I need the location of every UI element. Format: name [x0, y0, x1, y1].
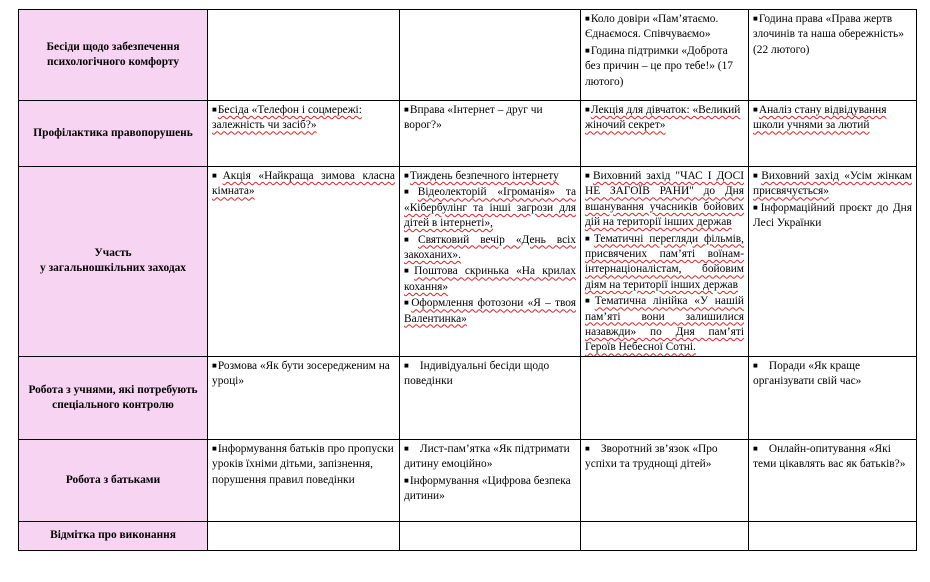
- table-cell: [749, 356, 917, 439]
- bullet-icon: ■: [753, 14, 758, 23]
- table-cell: [400, 439, 581, 521]
- table-row: [19, 10, 917, 101]
- bullet-icon: ■: [212, 443, 217, 453]
- list-item: ■ Онлайн-опитування «Які теми цікавлять вас як батьків?»: [753, 442, 906, 471]
- row-header: Участь у загальношкільних заходах: [19, 167, 208, 357]
- list-item: ■ Поради «Як краще організувати свій час»: [753, 359, 862, 388]
- list-item: ■Година права «Права жертв злочинів та наша обережність» (22 лютого): [753, 13, 904, 56]
- bullet-icon: ■: [753, 443, 758, 453]
- bullet-icon: ■: [585, 45, 590, 55]
- list-item: ■Інформаційний проєкт до Дня Лесі Українки: [753, 201, 912, 230]
- bullet-icon: ■: [404, 105, 409, 114]
- list-item: ■Лекція для дівчаток: «Великий жіночий секрет»: [585, 104, 741, 132]
- table-cell: [749, 101, 917, 167]
- table-cell: [400, 356, 581, 439]
- plan-table: [18, 9, 917, 551]
- table-row: [19, 356, 917, 439]
- table-cell: [208, 521, 400, 550]
- table-cell: [208, 101, 400, 167]
- list-item: ■Виховний захід «Усім жінкам присвячується»: [753, 170, 912, 198]
- list-item: ■Тиждень безпечного інтернету: [404, 170, 559, 182]
- row-header: Робота з учнями, які потребують спеціального контролю: [19, 356, 208, 439]
- table-cell: [208, 167, 400, 357]
- table-cell: [208, 10, 400, 101]
- bullet-icon: ■: [212, 171, 222, 180]
- bullet-icon: ■: [753, 202, 760, 212]
- list-item: ■Коло довіри «Пам’ятаємо. Єднаємося. Співчуваємо»: [585, 13, 719, 41]
- list-item: ■Виховний захід "ЧАС І ДОСІ НЕ ЗАГОЇВ РАНИ" до Дня вшанування учасників бойових дій на території інших держав: [585, 170, 744, 229]
- list-item: ■ Зворотний зв’язок «Про успіхи та труднощі дітей»: [585, 442, 718, 471]
- table-cell: [400, 10, 581, 101]
- row-header: Робота з батьками: [19, 439, 208, 521]
- list-item: ■Тематичні перегляди фільмів, присвячених пам’яті воїнам-інтернаціоналістам, бойовим діям на території інших держав: [585, 232, 744, 291]
- bullet-icon: ■: [585, 233, 593, 243]
- bullet-icon: ■: [212, 360, 217, 370]
- table-cell: [581, 10, 749, 101]
- list-item: ■Поштова скринька «На крилах кохання»: [404, 265, 576, 293]
- bullet-icon: ■: [212, 105, 217, 114]
- table-row: [19, 167, 917, 357]
- table-cell: [749, 439, 917, 521]
- row-header: Відмітка про виконання: [19, 521, 208, 550]
- table-cell: [581, 101, 749, 167]
- list-item: ■Аналіз стану відвідування школи учнями за лютий: [753, 104, 887, 132]
- bullet-icon: ■: [585, 171, 592, 180]
- list-item: ■ Індивідуальні бесіди щодо поведінки: [404, 359, 550, 388]
- list-item: ■Бесіда «Телефон і соцмережі: залежність чи засіб?»: [212, 104, 362, 132]
- table-row: [19, 521, 917, 550]
- bullet-icon: ■: [404, 360, 409, 370]
- list-item: ■Інформування «Цифрова безпека дитини»: [404, 474, 571, 503]
- table-cell: [581, 521, 749, 550]
- table-cell: [749, 521, 917, 550]
- table-cell: [581, 167, 749, 357]
- list-item: ■Акція «Найкраща зимова класна кімната»: [212, 170, 395, 198]
- table-cell: [400, 101, 581, 167]
- table-cell: [208, 439, 400, 521]
- bullet-icon: ■: [585, 296, 594, 306]
- bullet-icon: ■: [585, 105, 590, 114]
- table-cell: [208, 356, 400, 439]
- bullet-icon: ■: [404, 171, 409, 180]
- list-item: ■Відеолекторій «Ігроманія» та «Кібербулінг та інші загрози для дітей в інтернеті»,: [404, 186, 576, 230]
- list-item: ■Оформлення фотозони «Я – твоя Валентинка»: [404, 297, 576, 325]
- table-cell: [749, 10, 917, 101]
- bullet-icon: ■: [753, 105, 758, 114]
- list-item: ■ Лист-пам’ятка «Як підтримати дитину емоційно»: [404, 442, 570, 471]
- bullet-icon: ■: [585, 14, 590, 23]
- bullet-icon: ■: [753, 171, 761, 180]
- table-row: [19, 101, 917, 167]
- bullet-icon: ■: [404, 234, 417, 244]
- list-item: ■Година підтримки «Доброта без причин – це про тебе!» (17 лютого): [585, 44, 733, 88]
- table-cell: [400, 167, 581, 357]
- bullet-icon: ■: [753, 360, 758, 370]
- bullet-icon: ■: [585, 443, 590, 453]
- bullet-icon: ■: [404, 443, 409, 453]
- bullet-icon: ■: [404, 266, 414, 276]
- table-row: [19, 439, 917, 521]
- row-header: Профілактика правопорушень: [19, 101, 208, 167]
- row-header: Бесіди щодо забезпечення психологічного комфорту: [19, 10, 208, 101]
- table-cell: [749, 167, 917, 357]
- table-cell: [581, 356, 749, 439]
- list-item: ■Вправа «Інтернет – друг чи ворог?»: [404, 104, 543, 132]
- table-cell: [400, 521, 581, 550]
- list-item: ■Розмова «Як бути зосередженим на уроці»: [212, 359, 390, 388]
- bullet-icon: ■: [404, 298, 411, 308]
- list-item: ■Інформування батьків про пропуски уроків їхніми дітьми, запізнення, порушення правил поведінки: [212, 442, 394, 486]
- bullet-icon: ■: [404, 187, 417, 197]
- list-item: ■Святковий вечір «День всіх закоханих».: [404, 233, 576, 262]
- table-cell: [581, 439, 749, 521]
- bullet-icon: ■: [404, 475, 409, 485]
- list-item: ■Тематична лінійка «У нашій пам’яті вони залишилися назавжди» по Дня пам’яті Героїв Небесної Сотні.: [585, 295, 744, 354]
